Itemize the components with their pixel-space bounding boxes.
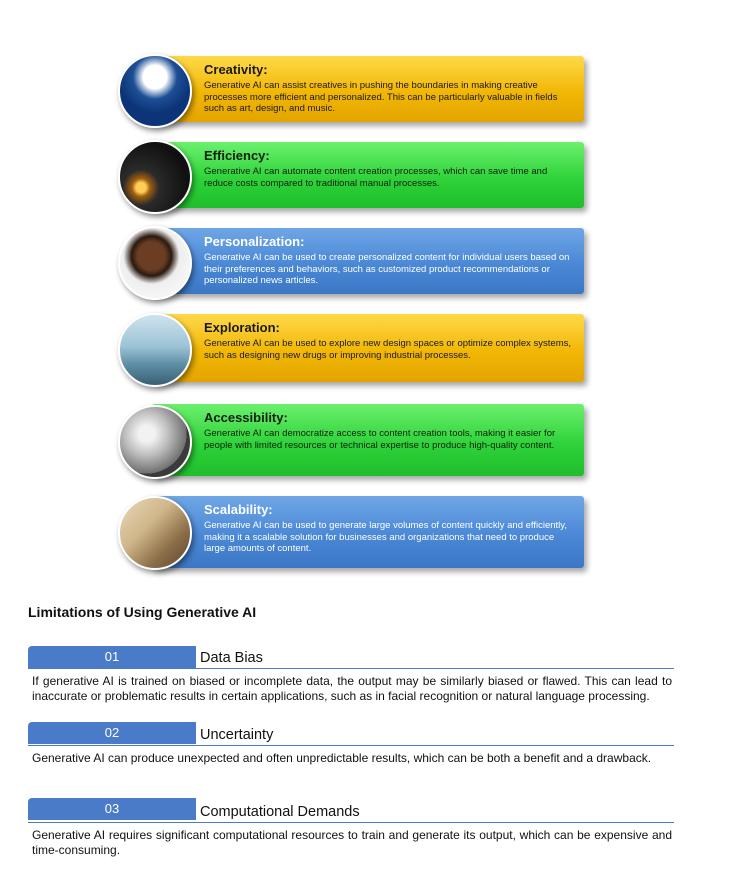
benefit-description: Generative AI can be used to create personalized content for individual users based on their preferences and behaviors, such as customized product recommendations or personalized news articles.: [204, 252, 570, 286]
benefit-title: Exploration:: [204, 320, 280, 335]
benefit-exploration: [152, 314, 584, 382]
limitation-divider: [28, 668, 674, 669]
benefit-description: Generative AI can be used to explore new design spaces or optimize complex systems, such as designing new drugs or improving industrial processes.: [204, 338, 571, 361]
limitation-title: Computational Demands: [200, 804, 360, 820]
mountain-icon: [118, 313, 192, 387]
benefit-title: Personalization:: [204, 234, 305, 249]
benefit-title: Accessibility:: [204, 410, 288, 425]
limitation-number-tab: 01: [28, 646, 196, 668]
limitation-number-tab: 02: [28, 722, 196, 744]
limitation-divider: [28, 822, 674, 823]
limitation-number-tab: 03: [28, 798, 196, 820]
benefit-creativity: [152, 56, 584, 122]
person-icon: [118, 226, 192, 300]
benefit-description: Generative AI can assist creatives in pushing the boundaries in making creative processes more efficient and personalized. This can be particularly valuable in fields such as art, design, and music.: [204, 80, 558, 114]
limitation-body: Generative AI can produce unexpected and often unpredictable results, which can be both a benefit and a drawback.: [32, 751, 652, 765]
benefit-title: Creativity:: [204, 62, 268, 77]
benefit-description: Generative AI can be used to generate large volumes of content quickly and efficiently, making it a scalable solution for businesses and organizations that need to produce large amounts of content.: [204, 520, 567, 554]
limitation-body: If generative AI is trained on biased or incomplete data, the output may be similarly biased or flawed. This can lead to inaccurate or problematic results in certain applications, such as in facial recognition or natural language processing.: [32, 674, 672, 703]
section-heading: Limitations of Using Generative AI: [28, 604, 257, 620]
benefit-personalization: [152, 228, 584, 294]
benefit-description: Generative AI can democratize access to content creation tools, making it easier for people with limited resources or technical expertise to produce high-quality content.: [204, 428, 556, 451]
benefit-description: Generative AI can automate content creation processes, which can save time and reduce costs compared to traditional manual processes.: [204, 166, 548, 189]
benefit-scalability: [152, 496, 584, 568]
sphere-icon: [118, 405, 192, 479]
benefit-title: Scalability:: [204, 502, 273, 517]
benefit-efficiency: [152, 142, 584, 208]
benefit-title: Efficiency:: [204, 148, 270, 163]
cloud-icon: [118, 54, 192, 128]
lightbulb-icon: [118, 140, 192, 214]
benefit-accessibility: [152, 404, 584, 476]
limitation-title: Uncertainty: [200, 727, 274, 743]
limitation-body: Generative AI requires significant computational resources to train and generate its output, which can be expensive and time-consuming.: [32, 828, 672, 857]
limitation-divider: [28, 745, 674, 746]
limitation-title: Data Bias: [200, 650, 263, 666]
warehouse-icon: [118, 496, 192, 570]
